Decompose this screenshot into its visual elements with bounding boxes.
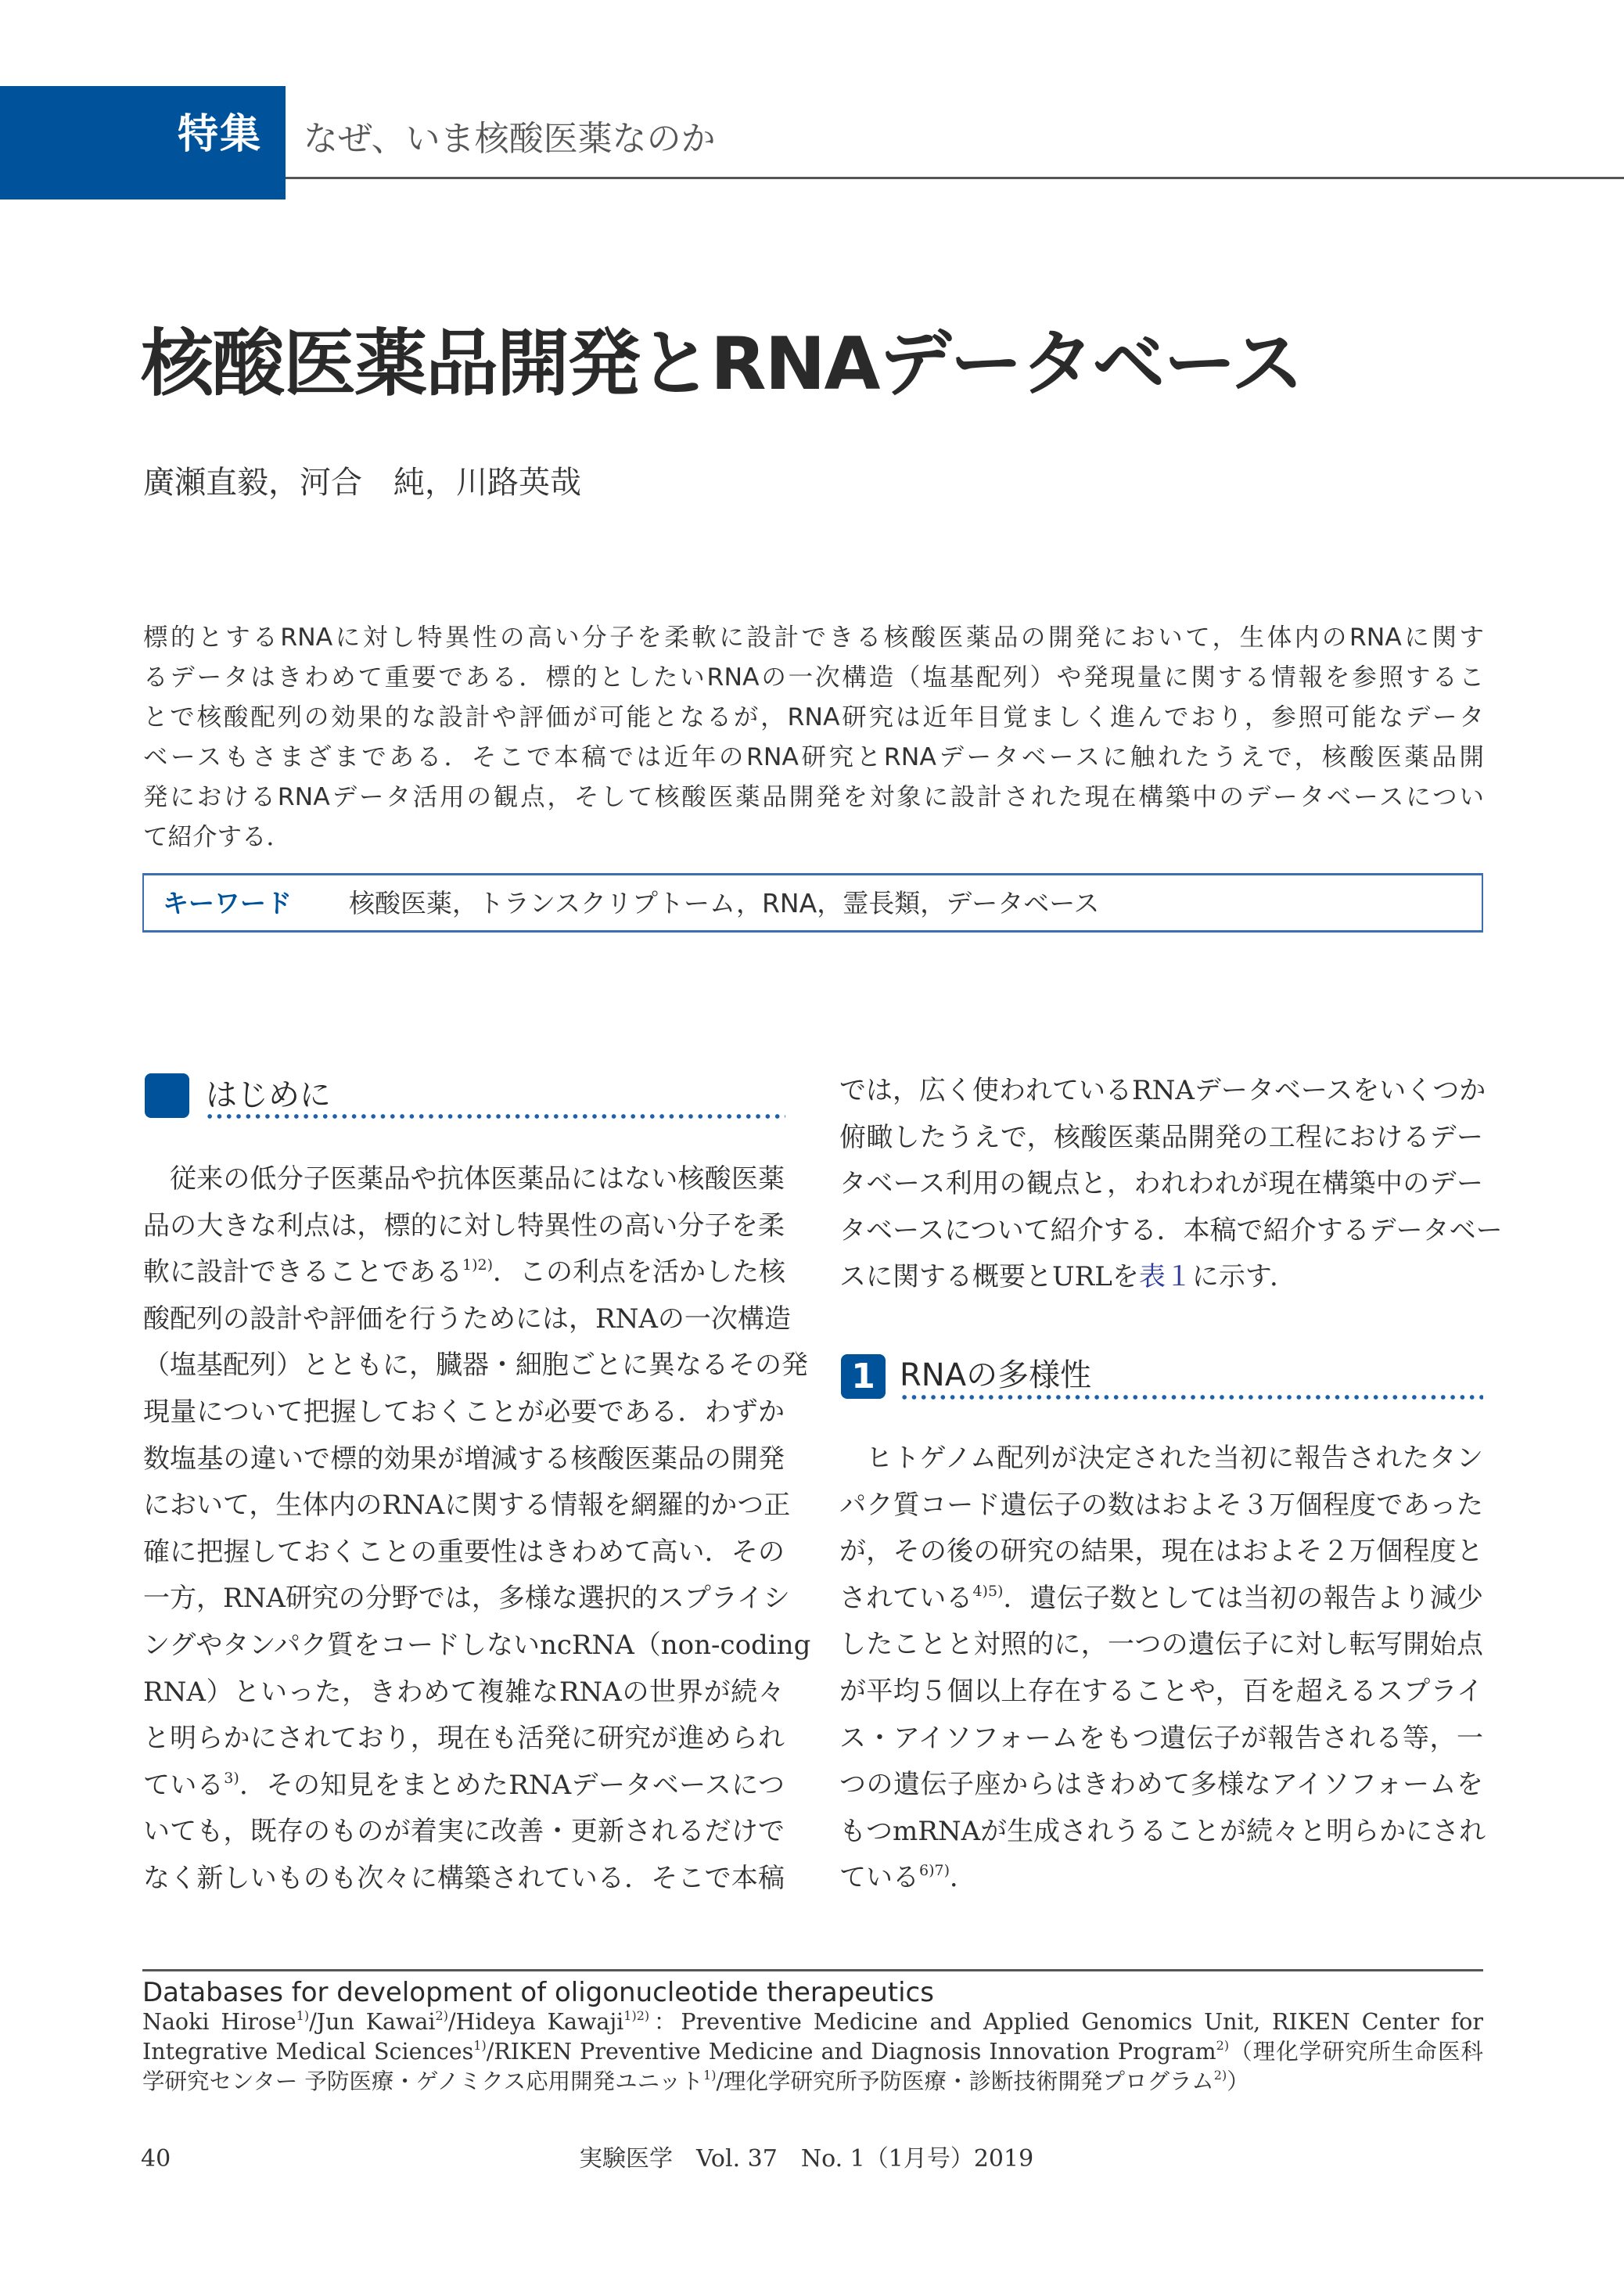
body-line [839,1254,1483,1301]
body-line: もつmRNAが生成されうることが続々と明らかにされ [839,1815,1486,1847]
journal-info: 実験医学 Vol. 37 No. 1（1月号）2019 [579,2145,1034,2173]
affiliation-ref: 1) [473,2038,487,2053]
series-label: 特集 [177,111,262,158]
body-line: なく新しいものも次々に構築されている．そこで本稿 [143,1862,785,1894]
body-line: （塩基配列）とともに，臓器・細胞ごとに異なるその発 [143,1350,808,1382]
affiliation-text: /Hideya Kawaji [447,2009,624,2035]
section-heading-rna-diversity: RNAの多様性 [900,1357,1092,1393]
affiliation-ref: 1) [296,2008,310,2023]
keyword-label: キーワード [163,888,292,918]
citation-ref[interactable]: 6)7) [919,1862,950,1880]
body-text: されている [839,1582,973,1614]
body-text: ．この利点を活かした核 [493,1256,786,1288]
affiliation-ref: 1)2) [623,2008,650,2023]
affiliation-line [142,2037,1483,2067]
body-text: ている [839,1862,919,1894]
abstract-line: て紹介する． [143,823,292,851]
affiliation-text: ：Preventive Medicine and Applied Genomics Unit, RIKEN Center for [649,2009,1483,2035]
section-marker-box [145,1073,189,1118]
article-title: 核酸医薬品開発とRNAデータベース [141,322,1302,406]
affiliation-text: （理化学研究所生命医科 [1229,2039,1483,2065]
body-line: ヒトゲノム配列が決定された当初に報告されたタン [866,1443,1483,1474]
body-line: 従来の低分子医薬品や抗体医薬品にはない核酸医薬 [170,1163,785,1195]
body-line [143,1763,785,1810]
author-affiliations [142,2007,1483,2097]
affiliation-text: /Jun Kawai [309,2009,436,2035]
affiliation-ref: 2) [1213,2068,1227,2083]
section-dotted-rule [205,1114,785,1119]
body-line: が平均５個以上存在することや，百を超えるスプライ [839,1675,1483,1707]
body-line: RNA）といった，きわめて複雑なRNAの世界が続々 [143,1676,785,1708]
body-line [839,1576,1483,1623]
body-line [839,1855,1483,1902]
english-title: Databases for development of oligonucleotide therapeutics [142,1977,934,2008]
body-text: スに関する概要とURLを [839,1261,1139,1293]
affiliation-line [142,2067,1483,2097]
section-dotted-rule [900,1395,1483,1400]
affiliation-text: /理化学研究所予防医療・診断技術開発プログラム [716,2068,1214,2094]
body-line: 確に把握しておくことの重要性はきわめて高い．その [143,1536,785,1568]
body-line: 数塩基の違いで標的効果が増減する核酸医薬品の開発 [143,1443,785,1475]
keyword-list: 核酸医薬，トランスクリプトーム，RNA，霊長類，データベース [349,888,1100,918]
affiliation-text: Naoki Hirose [142,2009,296,2035]
footer-rule [142,1969,1483,1971]
body-text: に示す． [1191,1261,1297,1293]
body-line: と明らかにされており，現在も活発に研究が進められ [143,1723,785,1755]
body-line: したことと対照的に，一つの遺伝子に対し転写開始点 [839,1629,1483,1661]
body-line: 現量について把握しておくことが必要である．わずか [143,1396,785,1428]
body-line: 酸配列の設計や評価を行うためには，RNAの一次構造 [143,1303,791,1335]
body-line: パク質コード遺伝子の数はおよそ３万個程度であった [839,1489,1483,1521]
abstract-line: とで核酸配列の効果的な設計や評価が可能となるが，RNA研究は近年目覚ましく進んでおり，参照可能なデータ [143,703,1484,731]
header-rule [286,177,1624,179]
body-line: ス・アイソフォームをもつ遺伝子が報告される等，一 [839,1722,1483,1754]
citation-ref[interactable]: 1)2) [462,1256,494,1274]
body-line: 一方，RNA研究の分野では，多様な選択的スプライシ [143,1583,790,1615]
body-line: タベースについて紹介する．本稿で紹介するデータベー [839,1214,1503,1246]
table-1-link[interactable]: 表１ [1138,1261,1192,1293]
body-line: 俯瞰したうえで，核酸医薬品開発の工程におけるデー [839,1121,1483,1153]
affiliation-ref: 2) [435,2008,448,2023]
abstract-line: るデータはきわめて重要である．標的としたいRNAの一次構造（塩基配列）や発現量に関する情報を参照するこ [143,663,1484,692]
body-line: ングやタンパク質をコードしないncRNA（non-coding [143,1629,811,1661]
affiliation-text: 学研究センター 予防医療・ゲノミクス応用開発ユニット [142,2068,704,2094]
citation-ref[interactable]: 4)5) [972,1582,1004,1600]
body-column-right [839,1436,1486,1902]
series-title: なぜ、いま核酸医薬なのか [304,119,716,159]
body-line: タベース利用の観点と，われわれが現在構築中のデー [839,1168,1483,1200]
citation-ref[interactable]: 3) [224,1769,239,1787]
page-number: 40 [141,2145,171,2173]
article-authors: 廣瀬直毅，河合 純，川路英哉 [143,465,581,501]
body-line: 品の大きな利点は，標的に対し特異性の高い分子を柔 [143,1209,785,1242]
body-text: ．その知見をまとめたRNAデータベースにつ [239,1769,785,1801]
abstract-line: 標的とするRNAに対し特異性の高い分子を柔軟に設計できる核酸医薬品の開発において，生体内のRNAに関す [143,624,1484,652]
body-column-right-continuation [839,1068,1503,1301]
affiliation-ref: 2) [1216,2038,1230,2053]
body-text: ．遺伝子数としては当初の報告より減少 [1003,1582,1484,1614]
abstract-line: ベースもさまざまである．そこで本稿では近年のRNA研究とRNAデータベースに触れたうえで，核酸医薬品開 [143,743,1484,771]
body-line: において，生体内のRNAに関する情報を網羅的かつ正 [143,1490,791,1522]
affiliation-text: /RIKEN Preventive Medicine and Diagnosis Innovation Program [486,2039,1216,2065]
body-line: つの遺伝子座からはきわめて多様なアイソフォームを [839,1769,1483,1801]
body-text: ている [143,1769,225,1801]
body-line: では，広く使われているRNAデータベースをいくつか [839,1075,1486,1106]
body-text: ． [950,1862,977,1894]
affiliation-text: Integrative Medical Sciences [142,2039,474,2065]
body-line: が，その後の研究の結果，現在はおよそ２万個程度と [839,1536,1483,1568]
body-column-left [143,1156,811,1903]
body-line: いても，既存のものが着実に改善・更新されるだけで [143,1816,785,1848]
body-line [143,1249,785,1296]
affiliation-ref: 1) [703,2068,717,2083]
section-number-box: 1 [841,1354,886,1399]
affiliation-line [142,2007,1483,2037]
abstract-line: 発におけるRNAデータ活用の観点，そして核酸医薬品開発を対象に設計された現在構築中のデータベースについ [143,783,1484,811]
affiliation-text: ） [1227,2068,1249,2094]
keyword-box [142,873,1483,933]
series-banner [0,86,286,199]
section-heading-intro: はじめに [206,1077,331,1113]
abstract [143,618,1484,857]
body-text: 軟に設計できることである [143,1256,462,1288]
